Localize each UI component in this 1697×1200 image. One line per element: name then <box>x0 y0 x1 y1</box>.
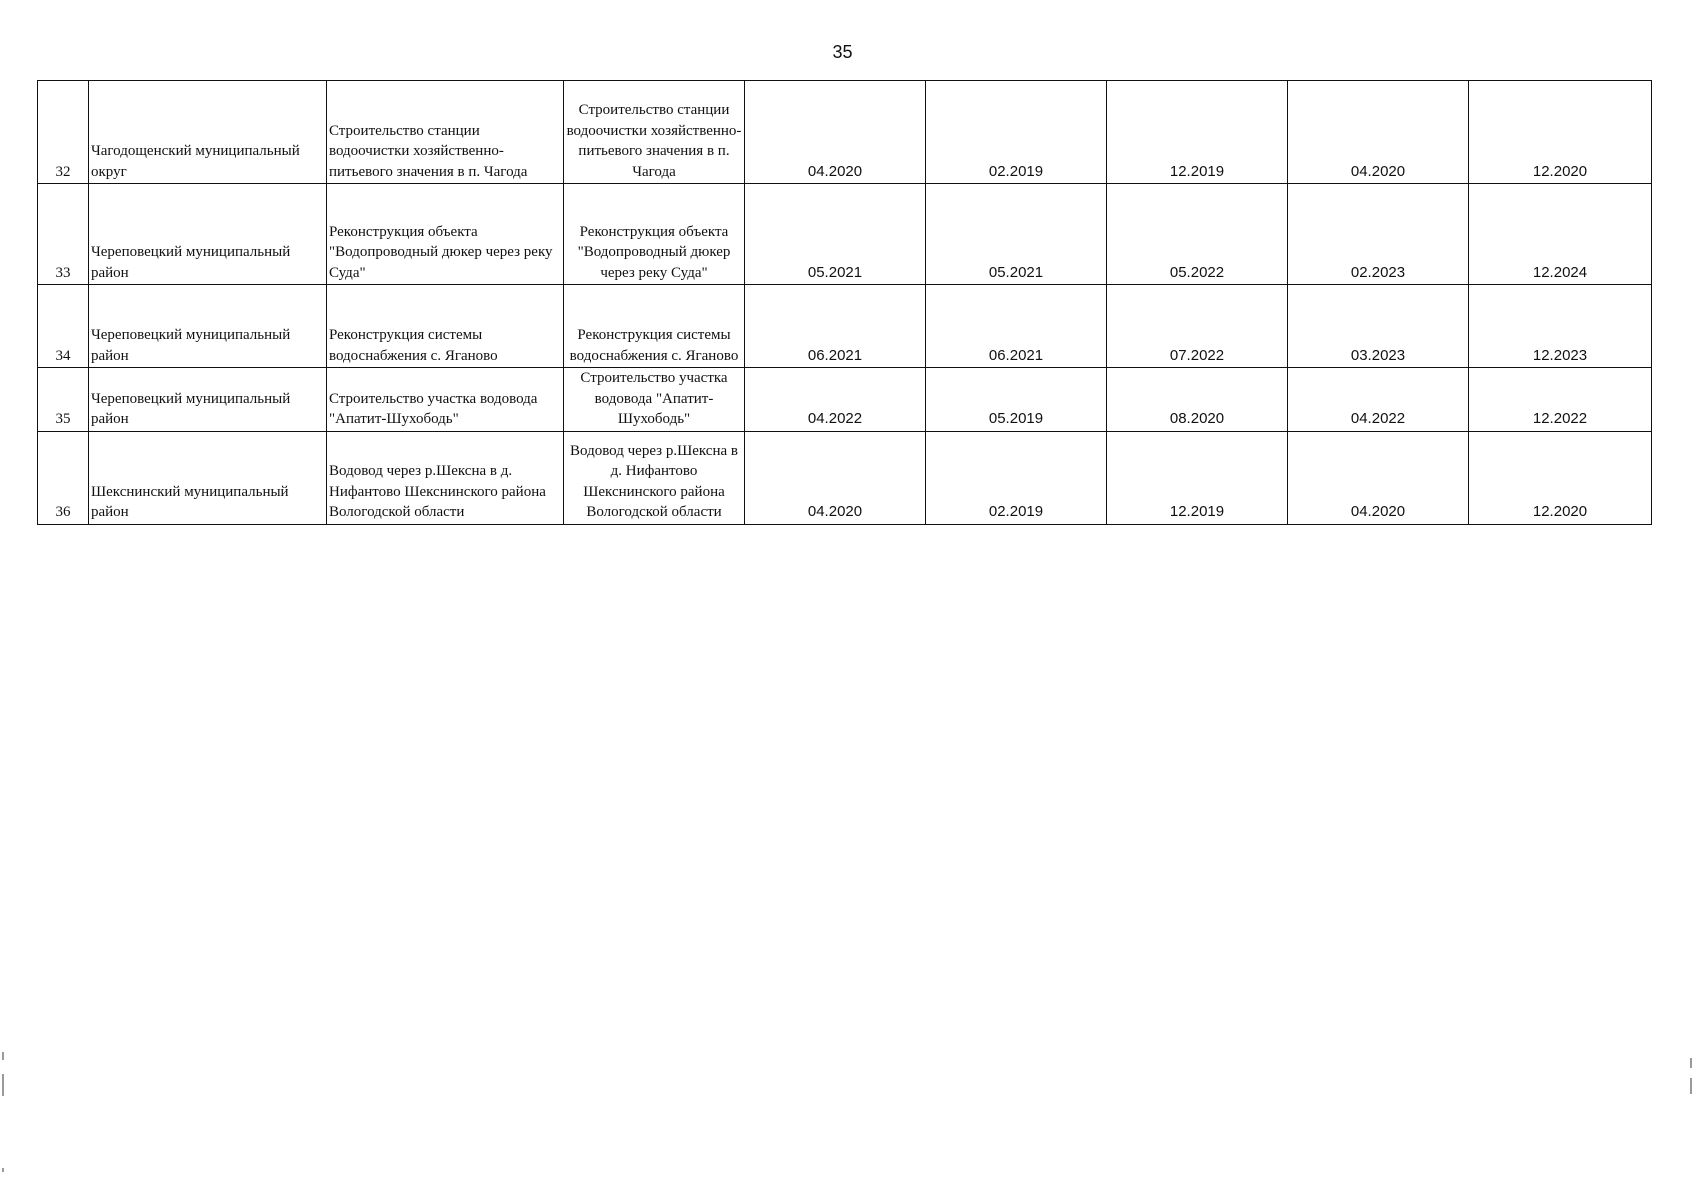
table-row <box>38 184 1652 285</box>
date-cell: 12.2023 <box>1469 285 1652 368</box>
date-cell: 04.2022 <box>1288 368 1469 432</box>
row-number: 36 <box>38 431 89 524</box>
date-cell: 06.2021 <box>745 285 926 368</box>
date-cell: 12.2019 <box>1107 81 1288 184</box>
date-cell: 12.2020 <box>1469 431 1652 524</box>
object-name-cell: Строительство станции водоочистки хозяйственно-питьевого значения в п. Чагода <box>327 81 564 184</box>
object-name-centered-cell: Строительство станции водоочистки хозяйственно-питьевого значения в п. Чагода <box>564 81 745 184</box>
date-cell: 05.2021 <box>926 184 1107 285</box>
municipality-cell: Шекснинский муниципальный район <box>89 431 327 524</box>
object-name-centered-cell: Строительство участка водовода "Апатит-Шухободь" <box>564 368 745 432</box>
object-name-centered-cell: Водовод через р.Шексна в д. Нифантово Шекснинского района Вологодской области <box>564 431 745 524</box>
date-cell: 07.2022 <box>1107 285 1288 368</box>
row-number: 34 <box>38 285 89 368</box>
row-number: 33 <box>38 184 89 285</box>
scan-artifact <box>1690 1078 1692 1094</box>
date-cell: 02.2019 <box>926 431 1107 524</box>
table-row <box>38 368 1652 432</box>
date-cell: 05.2022 <box>1107 184 1288 285</box>
date-cell: 08.2020 <box>1107 368 1288 432</box>
date-cell: 12.2022 <box>1469 368 1652 432</box>
object-name-cell: Строительство участка водовода "Апатит-Шухободь" <box>327 368 564 432</box>
municipality-cell: Череповецкий муниципальный район <box>89 184 327 285</box>
object-name-cell: Водовод через р.Шексна в д. Нифантово Шекснинского района Вологодской области <box>327 431 564 524</box>
municipality-cell: Череповецкий муниципальный район <box>89 285 327 368</box>
table-row <box>38 431 1652 524</box>
date-cell: 02.2023 <box>1288 184 1469 285</box>
object-name-cell: Реконструкция системы водоснабжения с. Яганово <box>327 285 564 368</box>
municipality-cell: Череповецкий муниципальный район <box>89 368 327 432</box>
date-cell: 05.2019 <box>926 368 1107 432</box>
date-cell: 03.2023 <box>1288 285 1469 368</box>
table-row <box>38 81 1652 184</box>
scan-artifact <box>1690 1058 1692 1068</box>
date-cell: 12.2019 <box>1107 431 1288 524</box>
object-name-cell: Реконструкция объекта "Водопроводный дюкер через реку Суда" <box>327 184 564 285</box>
date-cell: 04.2020 <box>745 431 926 524</box>
date-cell: 12.2024 <box>1469 184 1652 285</box>
table-row <box>38 285 1652 368</box>
date-cell: 05.2021 <box>745 184 926 285</box>
row-number: 35 <box>38 368 89 432</box>
scan-artifact <box>2 1168 4 1172</box>
scan-artifact <box>2 1052 4 1060</box>
date-cell: 04.2022 <box>745 368 926 432</box>
projects-table <box>37 80 1652 525</box>
row-number: 32 <box>38 81 89 184</box>
object-name-centered-cell: Реконструкция системы водоснабжения с. Яганово <box>564 285 745 368</box>
date-cell: 02.2019 <box>926 81 1107 184</box>
scan-artifact <box>2 1074 4 1096</box>
date-cell: 04.2020 <box>745 81 926 184</box>
date-cell: 12.2020 <box>1469 81 1652 184</box>
date-cell: 04.2020 <box>1288 81 1469 184</box>
object-name-centered-cell: Реконструкция объекта "Водопроводный дюкер через реку Суда" <box>564 184 745 285</box>
municipality-cell: Чагодощенский муниципальный округ <box>89 81 327 184</box>
date-cell: 06.2021 <box>926 285 1107 368</box>
page-number: 35 <box>832 42 853 62</box>
date-cell: 04.2020 <box>1288 431 1469 524</box>
